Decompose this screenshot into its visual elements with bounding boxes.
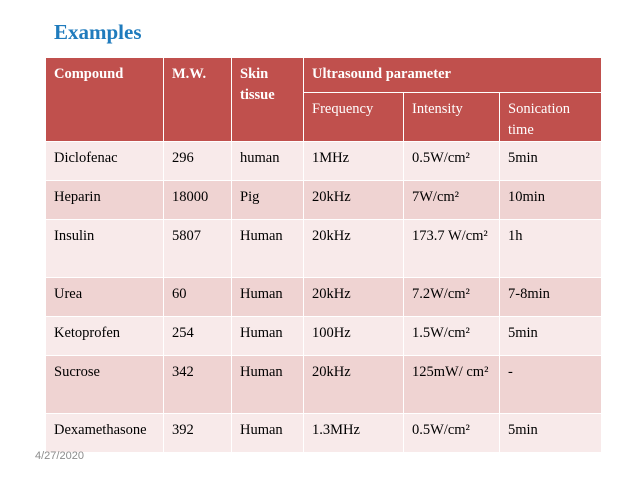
cell-compound: Sucrose [46, 356, 164, 414]
table-row [46, 181, 602, 220]
cell-skin-tissue: human [232, 142, 304, 181]
table-row [46, 278, 602, 317]
cell-sonication-time: 7-8min [500, 278, 602, 317]
slide-date: 4/27/2020 [35, 450, 84, 462]
table-row [46, 142, 602, 181]
cell-intensity: 1.5W/cm² [404, 317, 500, 356]
table-row [46, 356, 602, 414]
cell-sonication-time: 5min [500, 414, 602, 453]
cell-compound: Dexamethasone [46, 414, 164, 453]
cell-frequency: 20kHz [304, 356, 404, 414]
header-skin-tissue: Skin tissue [232, 58, 304, 142]
data-table [45, 57, 602, 453]
cell-compound: Ketoprofen [46, 317, 164, 356]
cell-compound: Diclofenac [46, 142, 164, 181]
cell-mw: 5807 [164, 220, 232, 278]
cell-intensity: 0.5W/cm² [404, 414, 500, 453]
cell-mw: 254 [164, 317, 232, 356]
cell-sonication-time: - [500, 356, 602, 414]
cell-compound: Urea [46, 278, 164, 317]
header-ultrasound-parameter: Ultrasound parameter [304, 58, 602, 93]
cell-frequency: 1.3MHz [304, 414, 404, 453]
slide-title: Examples [54, 20, 142, 44]
header-row [46, 58, 602, 93]
cell-skin-tissue: Human [232, 317, 304, 356]
subheader-frequency: Frequency [304, 93, 404, 142]
table-row [46, 414, 602, 453]
cell-compound: Insulin [46, 220, 164, 278]
subheader-intensity: Intensity [404, 93, 500, 142]
cell-mw: 18000 [164, 181, 232, 220]
table-row [46, 220, 602, 278]
cell-frequency: 20kHz [304, 278, 404, 317]
cell-skin-tissue: Human [232, 220, 304, 278]
cell-frequency: 1MHz [304, 142, 404, 181]
cell-intensity: 7.2W/cm² [404, 278, 500, 317]
cell-intensity: 125mW/ cm² [404, 356, 500, 414]
cell-sonication-time: 10min [500, 181, 602, 220]
cell-skin-tissue: Pig [232, 181, 304, 220]
cell-intensity: 7W/cm² [404, 181, 500, 220]
cell-skin-tissue: Human [232, 356, 304, 414]
cell-intensity: 173.7 W/cm² [404, 220, 500, 278]
cell-sonication-time: 1h [500, 220, 602, 278]
cell-mw: 342 [164, 356, 232, 414]
header-mw: M.W. [164, 58, 232, 142]
cell-mw: 392 [164, 414, 232, 453]
cell-frequency: 100Hz [304, 317, 404, 356]
cell-compound: Heparin [46, 181, 164, 220]
cell-sonication-time: 5min [500, 142, 602, 181]
cell-intensity: 0.5W/cm² [404, 142, 500, 181]
cell-mw: 60 [164, 278, 232, 317]
subheader-sonication-time: Sonication time [500, 93, 602, 142]
cell-frequency: 20kHz [304, 181, 404, 220]
header-compound: Compound [46, 58, 164, 142]
table-row [46, 317, 602, 356]
cell-frequency: 20kHz [304, 220, 404, 278]
cell-skin-tissue: Human [232, 278, 304, 317]
cell-sonication-time: 5min [500, 317, 602, 356]
cell-mw: 296 [164, 142, 232, 181]
cell-skin-tissue: Human [232, 414, 304, 453]
